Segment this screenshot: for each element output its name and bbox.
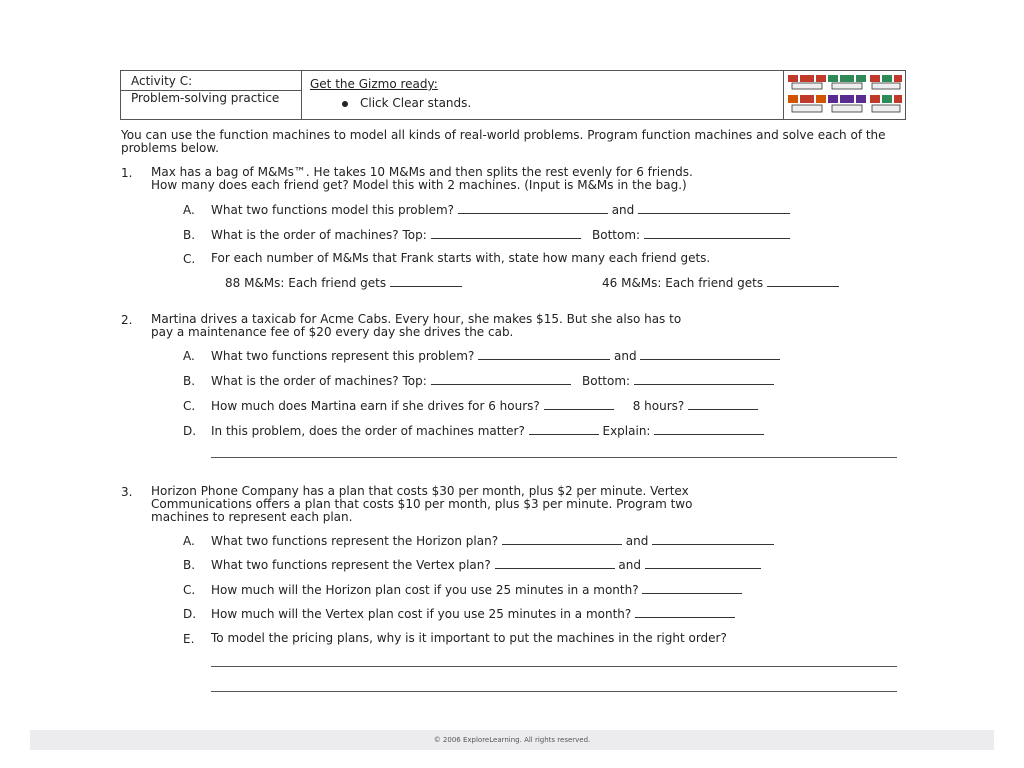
q1-c-46-row [602,276,839,290]
gizmo-ready-colon: : [433,77,438,91]
q3-e-letter: E. [183,632,195,646]
q2-c-answer-8[interactable] [688,399,758,410]
q1-b-letter: B. [183,228,196,242]
q3-a-answer2[interactable] [652,534,774,545]
q3-a-text: What two functions represent the Horizon plan? [211,534,499,548]
q3-e-answer-line2[interactable] [211,691,897,692]
q3-c-letter: C. [183,583,196,597]
q2-b-bottom: Bottom: [582,374,631,388]
q2-c-8-label: 8 hours? [632,399,685,413]
q3-d-text: How much will the Vertex plan cost if you use 25 minutes in a month? [211,607,632,621]
q3-text-line2: Communications offers a plan that costs $10 per month, plus $3 per minute. Program two [151,497,693,511]
q1-a-and: and [611,203,635,217]
q1-c-letter: C. [183,252,196,266]
q2-a-prompt [211,349,780,363]
q3-a-and: and [625,534,649,548]
q2-a-text: What two functions represent this problem? [211,349,475,363]
machine-bottom-left-icon [788,95,826,112]
q2-d-explain: Explain: [602,424,651,438]
q1-c-text: For each number of M&Ms that Frank starts with, state how many each friend gets. [211,251,711,265]
q1-number: 1. [121,166,133,180]
q2-d-text: In this problem, does the order of machines matter? [211,424,525,438]
q1-a-prompt [211,203,790,217]
q3-a-answer1[interactable] [502,534,622,545]
q1-b-answer-bottom[interactable] [644,228,790,239]
q1-c-88-row [225,276,462,290]
q3-e-answer-line1[interactable] [211,666,897,667]
q2-b-letter: B. [183,374,196,388]
q2-a-answer2[interactable] [640,349,780,360]
q2-b-text: What is the order of machines? Top: [211,374,427,388]
q1-b-prompt [211,228,790,242]
q1-b-answer-top[interactable] [431,228,581,239]
intro-paragraph: You can use the function machines to model all kinds of real-world problems. Program function machines and solve each of the problems below. [121,128,886,155]
page-footer [30,730,994,750]
q2-a-answer1[interactable] [478,349,610,360]
machine-top-right-icon [870,75,902,89]
q1-text-line2: How many does each friend get? Model this with 2 machines. (Input is M&Ms in the bag.) [151,178,687,192]
q2-b-prompt [211,374,774,388]
machine-top-left-icon [788,75,826,89]
q1-c-46-answer[interactable] [767,276,839,287]
q2-b-answer-bottom[interactable] [634,374,774,385]
q3-b-answer2[interactable] [645,558,761,569]
q1-c-88-label: 88 M&Ms: Each friend gets [225,276,387,290]
q3-a-letter: A. [183,534,195,548]
gizmo-ready-label: Get the Gizmo ready [310,77,434,91]
q2-text-line1: Martina drives a taxicab for Acme Cabs. Every hour, she makes $15. But she also has to [151,312,682,326]
q2-c-letter: C. [183,399,196,413]
q2-d-prompt [211,424,764,438]
q3-c-answer[interactable] [642,583,742,594]
q3-b-prompt [211,558,761,572]
q3-c-text: How much will the Horizon plan cost if you use 25 minutes in a month? [211,583,639,597]
activity-label: Activity C: [131,74,193,88]
q3-b-text: What two functions represent the Vertex plan? [211,558,491,572]
q1-b-bottom: Bottom: [592,228,641,242]
gizmo-ready-cell [302,71,782,119]
q3-b-letter: B. [183,558,196,572]
q1-b-text: What is the order of machines? Top: [211,228,427,242]
bullet-text: Click Clear stands. [360,96,472,110]
function-machines-icon [786,73,904,117]
q2-d-answer[interactable] [529,424,599,435]
q2-number: 2. [121,313,133,327]
copyright-text: © 2006 ExploreLearning. All rights reserved. [433,736,591,744]
machine-image-cell [783,71,906,119]
bullet-icon [342,101,348,107]
q1-c-88-answer[interactable] [390,276,462,287]
q1-text-line1: Max has a bag of M&Ms™. He takes 10 M&Ms and then splits the rest evenly for 6 friends. [151,165,693,179]
q3-d-prompt [211,607,735,621]
q1-a-text: What two functions model this problem? [211,203,455,217]
q2-c-answer-6[interactable] [544,399,614,410]
machine-bottom-right-icon [870,95,902,112]
q1-c-46-label: 46 M&Ms: Each friend gets [602,276,764,290]
q3-text-line1: Horizon Phone Company has a plan that costs $30 per month, plus $2 per minute. Vertex [151,484,689,498]
gizmo-ready-heading [310,77,438,91]
q3-a-prompt [211,534,774,548]
q3-c-prompt [211,583,742,597]
q2-d-letter: D. [183,424,197,438]
activity-cell [121,71,302,119]
q2-d-answer-line[interactable] [211,457,897,458]
activity-title: Problem-solving practice [131,91,280,105]
q1-a-letter: A. [183,203,195,217]
q3-e-text: To model the pricing plans, why is it important to put the machines in the right order? [211,631,727,645]
q3-text-line3: machines to represent each plan. [151,510,353,524]
q3-b-and: and [618,558,641,572]
q3-number: 3. [121,485,133,499]
q2-text-line2: pay a maintenance fee of $20 every day she drives the cab. [151,325,514,339]
q2-d-explain-answer[interactable] [654,424,764,435]
q2-c-text: How much does Martina earn if she drives for 6 hours? [211,399,540,413]
q3-b-answer1[interactable] [495,558,615,569]
q2-b-answer-top[interactable] [431,374,571,385]
gizmo-ready-bullet [342,96,471,110]
q1-a-answer1[interactable] [458,203,608,214]
machine-top-mid-icon [828,75,866,89]
q2-a-and: and [613,349,637,363]
activity-header-table [120,70,906,120]
q3-d-answer[interactable] [635,607,735,618]
q1-a-answer2[interactable] [638,203,790,214]
q2-c-prompt [211,399,758,413]
machine-bottom-mid-icon [828,95,866,112]
q3-d-letter: D. [183,607,197,621]
q2-a-letter: A. [183,349,195,363]
